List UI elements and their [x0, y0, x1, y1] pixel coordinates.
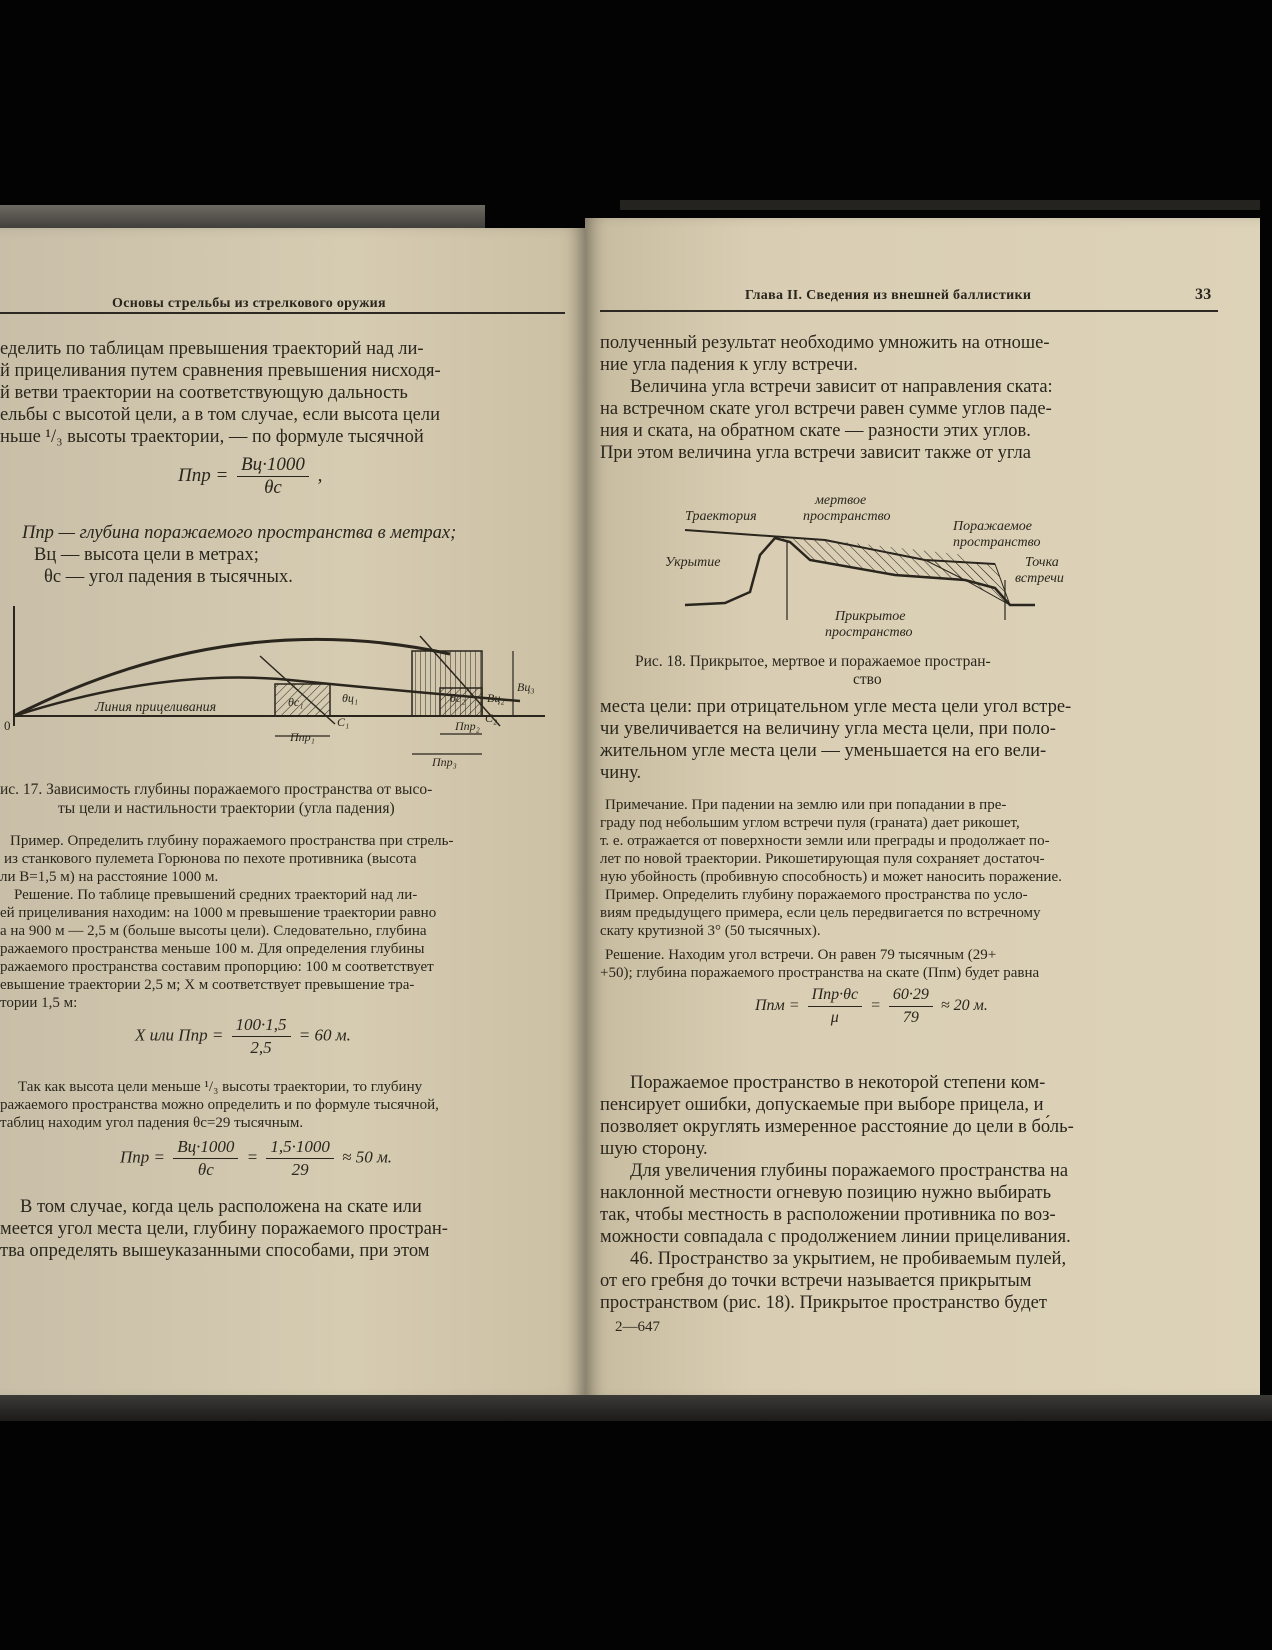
note-line: скату крутизной 3° (50 тысячных).	[600, 923, 821, 939]
figure-18-caption: ство	[853, 671, 882, 688]
formula-equals: =	[246, 1147, 259, 1167]
example-line: ражаемого пространства составим пропорцию: 100 м соответствует	[0, 959, 434, 975]
figure-18-covered-space	[665, 480, 1115, 640]
text-line: При этом величина угла встречи зависит также от угла	[600, 443, 1031, 463]
impact-point-label: Точка	[1025, 555, 1059, 570]
example-line: а на 900 м — 2,5 м (больше высоты цели). Следовательно, глубина	[0, 923, 427, 939]
dead-space-label: мертвое	[815, 493, 867, 508]
note-line: таблиц находим угол падения θc=29 тысячным.	[0, 1115, 304, 1131]
formula-numerator: 60·29	[889, 984, 933, 1007]
bc2-label: Вц₂	[487, 691, 505, 705]
text-line: Величина угла встречи зависит от направления ската:	[630, 377, 1053, 397]
theta2-label: θc₂	[450, 691, 466, 705]
formula-fraction	[889, 984, 933, 1029]
running-header: Основы стрельбы из стрелкового оружия	[112, 296, 386, 311]
impact-point-label: встречи	[1015, 571, 1064, 586]
ppr1-label: Ппр₁	[290, 730, 315, 744]
text-line: 46. Пространство за укрытием, не пробиваемым пулей,	[630, 1249, 1067, 1269]
text-line: й прицеливания путем сравнения превышения нисходя-	[0, 361, 441, 381]
book-edge-top-right	[620, 200, 1260, 210]
page-number: 33	[1195, 286, 1212, 303]
formula-slope-depth	[755, 984, 988, 1029]
formula-numerator: Вц·1000	[237, 454, 309, 477]
aim-line-label: Линия прицеливания	[95, 700, 217, 715]
printer-signature: 2—647	[615, 1319, 660, 1335]
ppr2-label: Ппр₂	[455, 719, 480, 733]
formula-lhs: Ппр =	[178, 464, 229, 486]
text-line: еделить по таблицам превышения траекторий над ли-	[0, 339, 424, 359]
theta1-label: θc₁	[288, 695, 304, 709]
formula-tail: ≈ 50 м.	[342, 1147, 393, 1167]
formula-fraction	[266, 1136, 334, 1181]
figure-18-caption: Рис. 18. Прикрытое, мертвое и поражаемое простран-	[635, 653, 991, 670]
running-header: Глава II. Сведения из внешней баллистики	[745, 288, 1032, 303]
text-line: меется угол места цели, глубину поражаемого простран-	[0, 1219, 448, 1239]
text-line: пространством (рис. 18). Прикрытое пространство будет	[600, 1293, 1047, 1313]
text-line: й ветви траектории на соответствующую дальность	[0, 383, 408, 403]
formula-denominator: θc	[197, 1160, 214, 1179]
formula-equals: =	[870, 997, 881, 1015]
text-line: ньше ¹/₃ высоты траектории, — по формуле тысячной	[0, 427, 424, 447]
note-line: Решение. Находим угол встречи. Он равен 79 тысячным (29+	[605, 947, 997, 963]
right-page	[585, 218, 1260, 1398]
figure-17-caption: ис. 17. Зависимость глубины поражаемого пространства от высо-	[0, 781, 433, 798]
text-line: так, чтобы местность в расположении противника по воз-	[600, 1205, 1056, 1225]
text-line: тва определять вышеуказанными способами, при этом	[0, 1241, 430, 1261]
hit-space-hatch	[925, 560, 1010, 605]
note-line: +50); глубина поражаемого пространства на скате (Ппм) будет равна	[600, 965, 1040, 981]
note-line: виям предыдущего примера, если цель передвигается по встречному	[600, 905, 1041, 921]
note-line: граду под небольшим углом встречи пуля (граната) дает рикошет,	[600, 815, 1020, 831]
formula-denominator: μ	[830, 1009, 839, 1026]
note-line: лет по новой траектории. Рикошетирующая пуля сохраняет достаточ-	[600, 851, 1045, 867]
formula-lhs: Ппм =	[755, 997, 800, 1015]
note-line: ную убойность (пробивную способность) и может наносить поражение.	[600, 869, 1062, 885]
text-line: можности совпадала с продолжением линии прицеливания.	[600, 1227, 1071, 1247]
origin-label: 0	[4, 718, 11, 733]
note-line: Пример. Определить глубину поражаемого пространства по усло-	[605, 887, 1028, 903]
formula-fraction	[808, 984, 863, 1029]
header-rule	[600, 310, 1218, 312]
definition-line: Ппр — глубина поражаемого пространства в метрах;	[22, 523, 457, 543]
text-line: чину.	[600, 763, 642, 783]
text-line: жительном угле места цели — уменьшается на его вели-	[600, 741, 1047, 761]
bc3-label: Вц₃	[517, 680, 535, 694]
formula-denominator: θc	[264, 477, 282, 498]
header-rule	[0, 312, 565, 314]
dead-space-label: пространство	[803, 509, 891, 524]
note-line: Примечание. При падении на землю или при попадании в пре-	[605, 797, 1007, 813]
formula-thousandth-2	[120, 1136, 392, 1181]
trajectory-label: Траектория	[685, 509, 757, 524]
figure-17-caption: ты цели и настильности траектории (угла падения)	[58, 800, 395, 817]
formula-tail: ,	[317, 464, 323, 486]
text-line: В том случае, когда цель расположена на скате или	[20, 1197, 422, 1217]
c1-label: C₁	[337, 715, 350, 729]
formula-tail: ≈ 20 м.	[940, 997, 988, 1015]
text-line: наклонной местности огневую позицию нужно выбирать	[600, 1183, 1052, 1203]
text-line: шую сторону.	[600, 1139, 708, 1159]
formula-tail: = 60 м.	[298, 1025, 351, 1045]
text-line: полученный результат необходимо умножить на отноше-	[600, 333, 1050, 353]
left-page	[0, 228, 585, 1398]
formula-lhs: Ппр =	[120, 1147, 165, 1167]
text-line: ния и ската, на обратном скате — разности этих углов.	[600, 421, 1031, 441]
note-line: т. е. отражается от поверхности земли или преграды и продолжает по-	[600, 833, 1050, 849]
formula-numerator: Вц·1000	[173, 1136, 238, 1159]
formula-proportion	[135, 1014, 351, 1059]
formula-denominator: 2,5	[250, 1038, 272, 1057]
cover-label: Укрытие	[665, 555, 721, 570]
example-line: Пример. Определить глубину поражаемого пространства при стрель-	[10, 833, 454, 849]
note-line: ражаемого пространства можно определить и по формуле тысячной,	[0, 1097, 439, 1113]
example-line: евышение траектории 2,5 м; X м соответствует превышение тра-	[0, 977, 415, 993]
text-line: на встречном скате угол встречи равен сумме углов паде-	[600, 399, 1052, 419]
example-line: ей прицеливания находим: на 1000 м превышение траектории равно	[0, 905, 437, 921]
text-line: Для увеличения глубины поражаемого пространства на	[630, 1161, 1069, 1181]
formula-numerator: 100·1,5	[232, 1014, 291, 1037]
text-line: ние угла падения к углу встречи.	[600, 355, 858, 375]
c2-label: C₂	[485, 711, 498, 725]
formula-thousandth	[178, 454, 322, 499]
formula-denominator: 79	[902, 1009, 919, 1026]
example-line: ли В=1,5 м) на расстояние 1000 м.	[0, 869, 219, 885]
text-line: ельбы с высотой цели, а в том случае, если высота цели	[0, 405, 441, 425]
hit-space-label: Поражаемое	[953, 519, 1032, 534]
bc1-label: θц₁	[342, 691, 359, 705]
covered-space-label: пространство	[825, 625, 913, 640]
text-line: пенсирует ошибки, допускаемые при выборе прицела, и	[600, 1095, 1044, 1115]
formula-fraction	[232, 1014, 291, 1059]
formula-fraction	[173, 1136, 238, 1181]
example-line: Решение. По таблице превышений средних траекторий над ли-	[14, 887, 418, 903]
formula-numerator: 1,5·1000	[266, 1136, 334, 1159]
definition-line: θc — угол падения в тысячных.	[44, 567, 293, 587]
formula-fraction	[237, 454, 309, 499]
example-line: из станкового пулемета Горюнова по пехоте противника (высота	[4, 851, 417, 867]
text-line: от его гребня до точки встречи называется прикрытым	[600, 1271, 1032, 1291]
example-line: тории 1,5 м:	[0, 995, 78, 1011]
book-spine-bottom	[0, 1395, 1272, 1421]
text-line: места цели: при отрицательном угле места цели угол встре-	[600, 697, 1072, 717]
text-line: чи увеличивается на величину угла места цели, при поло-	[600, 719, 1056, 739]
figure-17-trajectory-depth	[0, 606, 560, 771]
ppr3-label: Ппр₃	[432, 755, 457, 769]
text-line: позволяет округлять измеренное расстояние до цели в бо́ль-	[600, 1117, 1074, 1137]
definition-line: Вц — высота цели в метрах;	[34, 545, 259, 565]
hit-space-label: пространство	[953, 535, 1041, 550]
covered-space-label: Прикрытое	[835, 609, 906, 624]
formula-lhs: X или Ппр =	[135, 1025, 224, 1045]
formula-numerator: Ппр·θc	[808, 984, 863, 1007]
formula-denominator: 29	[291, 1160, 309, 1179]
example-line: ражаемого пространства меньше 100 м. Для определения глубины	[0, 941, 425, 957]
text-line: Поражаемое пространство в некоторой степени ком-	[630, 1073, 1046, 1093]
note-line: Так как высота цели меньше ¹/₃ высоты траектории, то глубину	[18, 1079, 423, 1095]
